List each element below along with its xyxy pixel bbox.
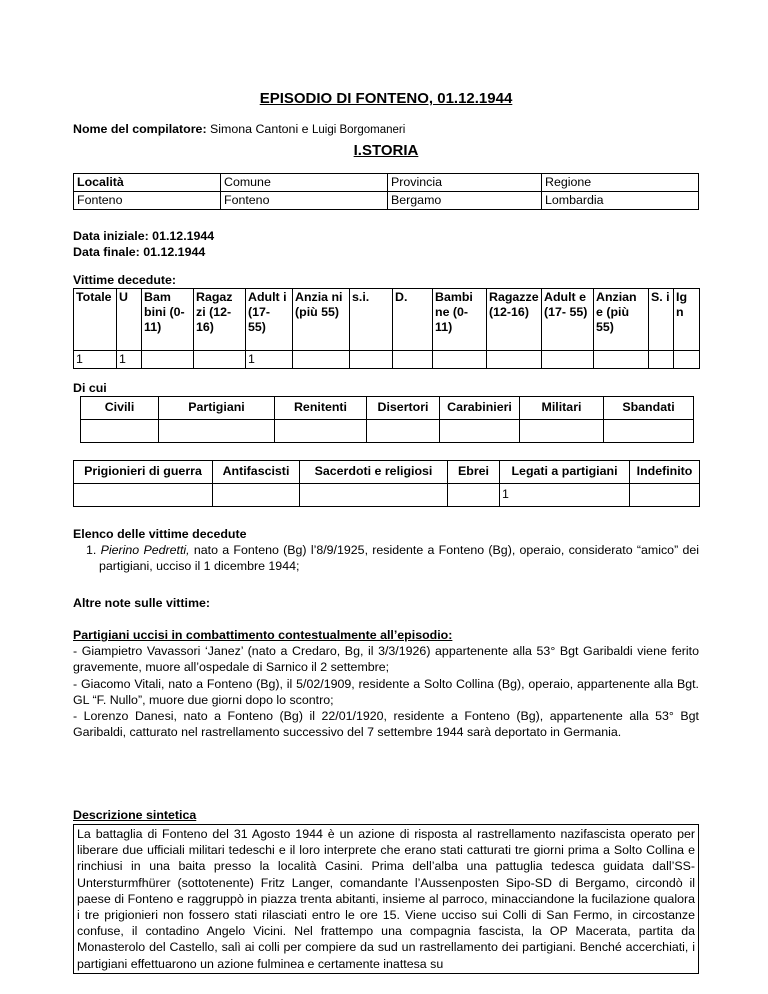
victims-list-heading: Elenco delle vittime decedute	[73, 527, 247, 541]
victim-name: Pierino Pedretti,	[100, 543, 190, 558]
victims-header: Bam bini (0- 11)	[142, 289, 194, 351]
category-value	[300, 484, 448, 507]
victims-value	[350, 351, 393, 369]
end-date: Data finale: 01.12.1944	[73, 245, 206, 259]
list-item: - Lorenzo Danesi, nato a Fonteno (Bg) il 22/01/1920, residente a Fonteno (Bg), appartenente alla 53° Bgt Garibaldi, catturato nel rastrellamento successivo del 7 settembre 1944 sarà deportato in Germania.	[73, 709, 699, 740]
category-value	[159, 420, 275, 443]
list-item-number: 1.	[86, 543, 97, 558]
description-text: La battaglia di Fonteno del 31 Agosto 1944 è un azione di risposta al rastrellamento nazifascista operato per liberare due ufficiali militari tedeschi e il loro interprete che erano stati catturati tre giorni prima a Solto Collina e rinchiusi in una baita presso la località Casini. Prima dell’alba una pattuglia tedesca guidata dall’SS-Untersturmfhürer (sottotenente) Fritz Langer, comandante l’Aussenposten Sipo-SD di Bergamo, circondò il paese di Fonteno e raggruppò in piazza trenta abitanti, insieme al parroco, minacciandone la fucilazione qualora i tre prigionieri non fossero stati rilasciati entro le ore 15. Viene ucciso sui Colli di San Fermo, in circostanze confuse, il contadino Angelo Vicini. Nel frattempo una compagnia fascista, la OP Macerata, partita da Monasterolo del Castello, salì ai colli per compiere da sud un rastrellamento dei partigiani. Benché accerchiati, i partigiani effettuarono un azione fulminea e certamente inattesa su	[77, 827, 695, 971]
category-value	[367, 420, 440, 443]
location-header: Località	[74, 174, 221, 192]
category-header: Sbandati	[604, 397, 694, 420]
category-header: Partigiani	[159, 397, 275, 420]
victims-header: Anzian e (più 55)	[594, 289, 649, 351]
victims-list-block	[73, 526, 699, 575]
partisans-heading: Partigiani uccisi in combattimento contestualmente all’episodio:	[73, 628, 453, 642]
victims-value	[594, 351, 649, 369]
category-value	[275, 420, 367, 443]
category-value	[520, 420, 604, 443]
section-heading: I.STORIA	[353, 142, 419, 159]
categories-table-2	[73, 460, 700, 507]
location-value: Lombardia	[542, 192, 699, 210]
compiler-line	[73, 122, 405, 136]
victims-header: D.	[393, 289, 433, 351]
category-header: Carabinieri	[440, 397, 520, 420]
category-value	[630, 484, 700, 507]
category-header: Legati a partigiani	[500, 461, 630, 484]
categories-table-1	[80, 396, 694, 443]
location-header: Comune	[221, 174, 388, 192]
category-value	[213, 484, 300, 507]
victims-header: s.i.	[350, 289, 393, 351]
victims-header: Anzia ni (più 55)	[293, 289, 350, 351]
victims-header: S. i	[649, 289, 674, 351]
list-item: - Giampietro Vavassori ‘Janez’ (nato a Credaro, Bg, il 3/3/1926) appartenente alla 53° Bgt Garibaldi viene ferito gravemente, muore all’ospedale di Sarnico il 2 settembre;	[73, 644, 699, 675]
other-notes-heading: Altre note sulle vittime:	[73, 596, 211, 610]
di-cui-label: Di cui	[73, 381, 107, 395]
victims-label: Vittime decedute:	[73, 273, 177, 287]
victim-details: nato a Fonteno (Bg) l’8/9/1925, residente a Fonteno (Bg), operaio, considerato “amico” dei partigiani, ucciso il 1 dicembre 1944;	[99, 543, 700, 574]
category-header: Antifascisti	[213, 461, 300, 484]
description-box	[73, 824, 699, 974]
victims-header: Ragaz zi (12- 16)	[194, 289, 246, 351]
victims-header: Totale	[74, 289, 117, 351]
location-table	[73, 173, 699, 210]
compiler-label: Nome del compilatore:	[73, 122, 207, 136]
victims-value	[542, 351, 594, 369]
location-value: Fonteno	[74, 192, 221, 210]
location-header: Regione	[542, 174, 699, 192]
category-value	[448, 484, 500, 507]
description-heading: Descrizione sintetica	[73, 808, 197, 822]
category-header: Renitenti	[275, 397, 367, 420]
location-header: Provincia	[388, 174, 542, 192]
category-value	[74, 484, 213, 507]
category-header: Indefinito	[630, 461, 700, 484]
victims-header: U	[117, 289, 142, 351]
dates-block	[73, 228, 214, 260]
document-title: EPISODIO DI FONTENO, 01.12.1944	[259, 90, 513, 107]
victims-value	[649, 351, 674, 369]
victims-value: 1	[246, 351, 293, 369]
category-value	[604, 420, 694, 443]
category-header: Prigionieri di guerra	[74, 461, 213, 484]
victims-header: Adult e (17- 55)	[542, 289, 594, 351]
category-header: Civili	[81, 397, 159, 420]
list-item	[73, 542, 699, 574]
victims-value	[293, 351, 350, 369]
victims-value	[674, 351, 700, 369]
victims-table	[73, 288, 700, 369]
victims-value: 1	[74, 351, 117, 369]
category-header: Ebrei	[448, 461, 500, 484]
victims-value	[142, 351, 194, 369]
location-value: Fonteno	[221, 192, 388, 210]
list-item: - Giacomo Vitali, nato a Fonteno (Bg), il 5/02/1909, residente a Solto Collina (Bg), operaio, appartenente alla Bgt. GL “F. Nullo”, muore due giorni dopo lo scontro;	[73, 676, 699, 707]
category-header: Militari	[520, 397, 604, 420]
victims-header: Ig n	[674, 289, 700, 351]
victims-header: Bambi ne (0- 11)	[433, 289, 487, 351]
start-date: Data iniziale: 01.12.1944	[73, 229, 215, 243]
category-value	[81, 420, 159, 443]
category-value	[440, 420, 520, 443]
category-value: 1	[500, 484, 630, 507]
victims-header: Ragazze (12-16)	[487, 289, 542, 351]
victims-header: Adult i (17- 55)	[246, 289, 293, 351]
category-header: Disertori	[367, 397, 440, 420]
compiler-name-2: Luigi Borgomaneri	[311, 124, 406, 136]
victims-value	[433, 351, 487, 369]
victims-value	[487, 351, 542, 369]
victims-value: 1	[117, 351, 142, 369]
partisans-block	[73, 627, 699, 740]
category-header: Sacerdoti e religiosi	[300, 461, 448, 484]
compiler-name-1: Simona Cantoni e	[210, 122, 309, 136]
victims-value	[393, 351, 433, 369]
victims-value	[194, 351, 246, 369]
location-value: Bergamo	[388, 192, 542, 210]
